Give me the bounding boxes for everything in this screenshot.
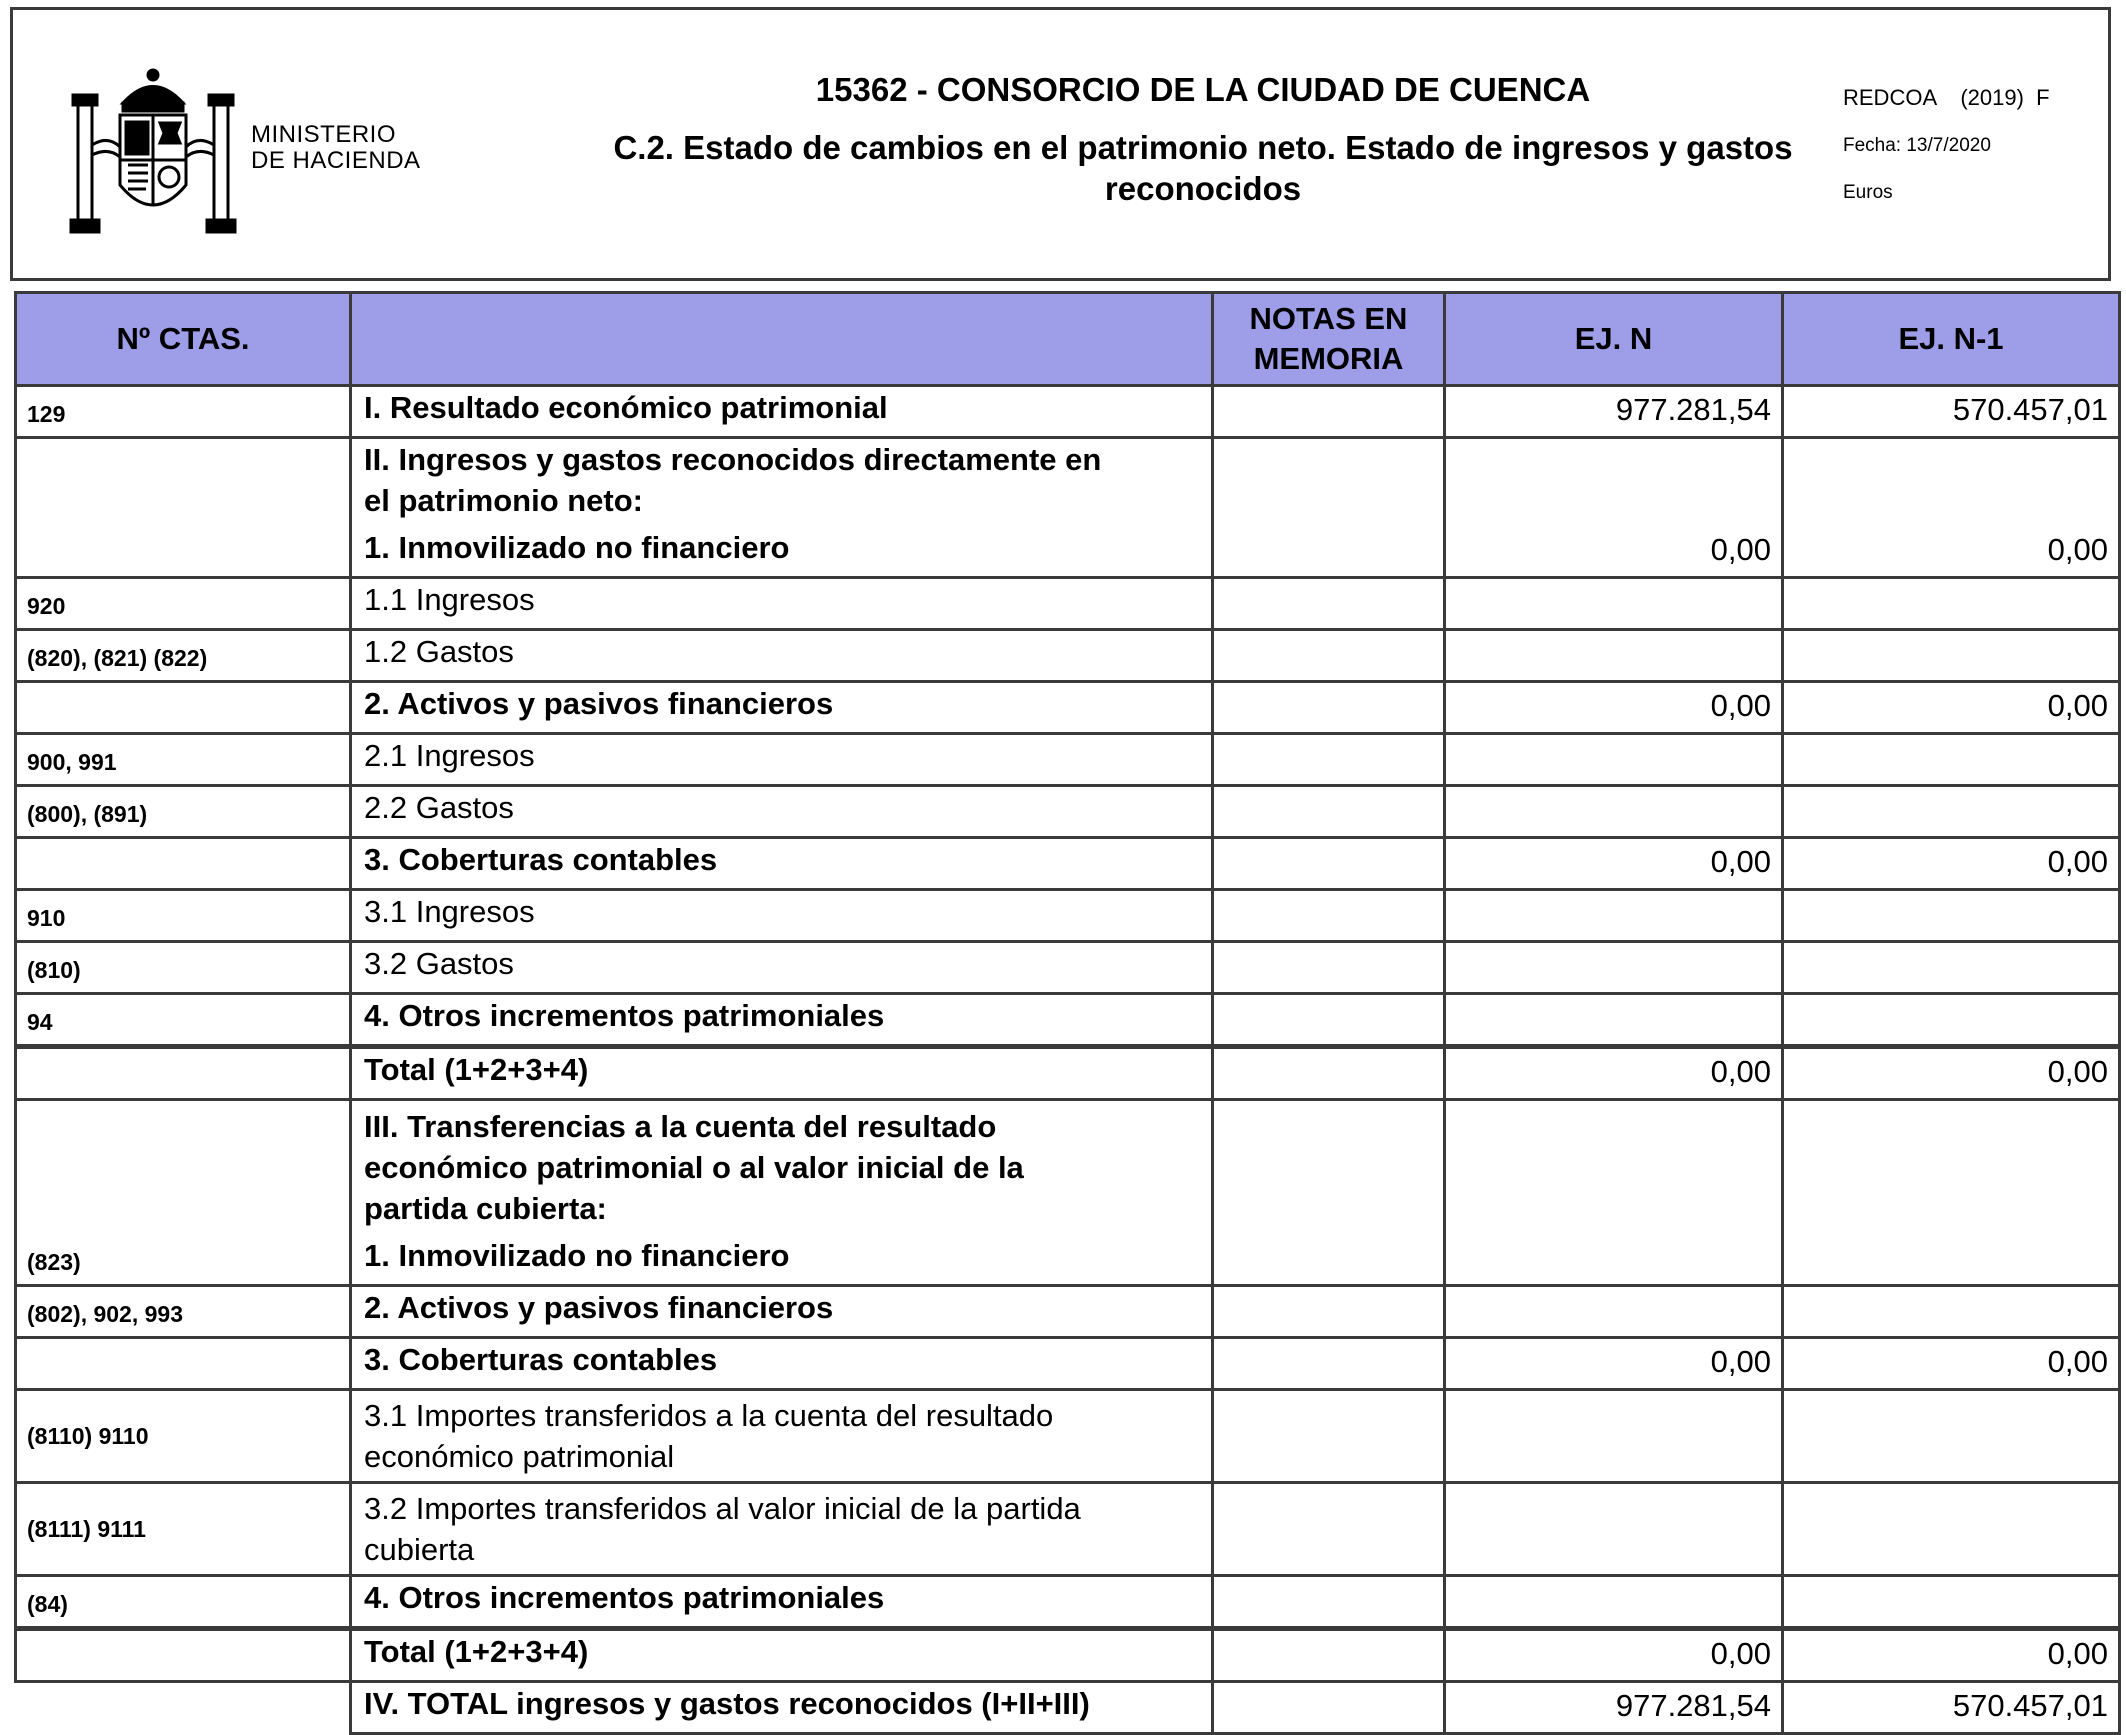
notes-cell [1213, 890, 1445, 942]
concept-line: 3.2 Importes transferidos al valor inicial de la partida [364, 1491, 1081, 1526]
account-cell [16, 1682, 351, 1734]
concept-cell: 3. Coberturas contables [351, 1338, 1213, 1390]
concept-cell: 2. Activos y pasivos financieros [351, 1286, 1213, 1338]
year-n-cell [1445, 1286, 1783, 1338]
account-cell [16, 1047, 351, 1100]
concept-cell: 4. Otros incrementos patrimoniales [351, 994, 1213, 1047]
notes-cell [1213, 734, 1445, 786]
year-n-cell: 0,00 [1445, 838, 1783, 890]
statement-title-line-2: reconocidos [1104, 170, 1302, 207]
account-cell: 94 [16, 994, 351, 1047]
concept-cell: 1.2 Gastos [351, 630, 1213, 682]
year-n1-cell [1783, 1286, 2120, 1338]
table-row [16, 1576, 2120, 1629]
year-n1-cell: 570.457,01 [1783, 386, 2120, 438]
year-n-cell [1445, 786, 1783, 838]
table-row-total [16, 1047, 2120, 1100]
header-year-n1: EJ. N-1 [1783, 293, 2120, 386]
notes-cell [1213, 682, 1445, 734]
year-n1-cell: 570.457,01 [1783, 1682, 2120, 1734]
table-row [16, 578, 2120, 630]
spanish-coat-of-arms-icon [68, 65, 238, 245]
year-n1-cell [1783, 1576, 2120, 1629]
year-n1-cell [1783, 890, 2120, 942]
year-n-cell: 977.281,54 [1445, 1682, 1783, 1734]
account-cell: (810) [16, 942, 351, 994]
year-n-cell [1445, 1576, 1783, 1629]
concept-line: el patrimonio neto: [364, 483, 643, 518]
year-n-cell [1445, 734, 1783, 786]
year-n-cell: 977.281,54 [1445, 386, 1783, 438]
concept-cell: Total (1+2+3+4) [351, 1629, 1213, 1682]
notes-cell [1213, 1100, 1445, 1286]
document-meta [1843, 85, 2050, 204]
account-cell: (8111) 9111 [16, 1483, 351, 1576]
concept-cell [351, 1390, 1213, 1483]
concept-cell [351, 1483, 1213, 1576]
year-n-cell: 0,00 [1445, 438, 1783, 578]
notes-cell [1213, 386, 1445, 438]
notes-cell [1213, 1576, 1445, 1629]
notes-cell [1213, 1629, 1445, 1682]
document-titles [553, 70, 1853, 209]
notes-cell [1213, 994, 1445, 1047]
account-cell: 900, 991 [16, 734, 351, 786]
table-row [16, 1338, 2120, 1390]
year-n1-cell: 0,00 [1783, 1629, 2120, 1682]
table-row [16, 1483, 2120, 1576]
account-cell [16, 682, 351, 734]
account-cell: 920 [16, 578, 351, 630]
year-n-cell: 0,00 [1445, 1047, 1783, 1100]
statement-table [14, 291, 2121, 1735]
table-row [16, 386, 2120, 438]
year-n1-cell: 0,00 [1783, 838, 2120, 890]
concept-line: II. Ingresos y gastos reconocidos directamente en [364, 442, 1102, 477]
table-row [16, 1100, 2120, 1286]
notes-cell [1213, 1047, 1445, 1100]
concept-cell [351, 438, 1213, 578]
year-n1-cell [1783, 994, 2120, 1047]
table-row [16, 682, 2120, 734]
account-cell: (84) [16, 1576, 351, 1629]
table-row [16, 1286, 2120, 1338]
concept-cell: IV. TOTAL ingresos y gastos reconocidos (I+II+III) [351, 1682, 1213, 1734]
concept-cell: Total (1+2+3+4) [351, 1047, 1213, 1100]
table-row [16, 994, 2120, 1047]
header-accounts: Nº CTAS. [16, 293, 351, 386]
table-row [16, 942, 2120, 994]
notes-cell [1213, 1682, 1445, 1734]
year-n-cell [1445, 630, 1783, 682]
report-date: Fecha: 13/7/2020 [1843, 135, 1991, 156]
account-cell: (8110) 9110 [16, 1390, 351, 1483]
ministry-line-1: MINISTERIO [251, 121, 397, 148]
year-n1-cell [1783, 1100, 2120, 1286]
concept-cell: 2.2 Gastos [351, 786, 1213, 838]
year-n1-cell [1783, 578, 2120, 630]
notes-cell [1213, 1338, 1445, 1390]
ministry-line-2: DE HACIENDA [251, 147, 421, 174]
year-n-cell [1445, 1390, 1783, 1483]
table-row [16, 890, 2120, 942]
concept-cell: 2.1 Ingresos [351, 734, 1213, 786]
year-n1-cell: 0,00 [1783, 1047, 2120, 1100]
concept-line: económico patrimonial o al valor inicial de la [364, 1150, 1024, 1185]
entity-title: 15362 - CONSORCIO DE LA CIUDAD DE CUENCA [815, 71, 1591, 108]
year-n1-cell [1783, 786, 2120, 838]
year-n-cell: 0,00 [1445, 1338, 1783, 1390]
table-row [16, 1390, 2120, 1483]
account-cell: (800), (891) [16, 786, 351, 838]
concept-cell [351, 1100, 1213, 1286]
year-n-cell [1445, 1483, 1783, 1576]
year-n1-cell [1783, 630, 2120, 682]
year-n-cell [1445, 942, 1783, 994]
notes-cell [1213, 1483, 1445, 1576]
ministry-name [251, 122, 421, 174]
currency-label: Euros [1843, 182, 1893, 203]
account-cell [16, 1338, 351, 1390]
notes-cell [1213, 1286, 1445, 1338]
header-concept [351, 293, 1213, 386]
notes-cell [1213, 630, 1445, 682]
year-n1-cell: 0,00 [1783, 682, 2120, 734]
account-cell: 129 [16, 386, 351, 438]
year-n-cell: 0,00 [1445, 1629, 1783, 1682]
account-cell: (802), 902, 993 [16, 1286, 351, 1338]
concept-cell: 2. Activos y pasivos financieros [351, 682, 1213, 734]
table-row-grand-total [16, 1682, 2120, 1734]
header-notes-line-1: NOTAS EN [1249, 301, 1408, 336]
account-cell [16, 838, 351, 890]
account-cell [16, 438, 351, 578]
account-cell: 910 [16, 890, 351, 942]
year-n-cell [1445, 890, 1783, 942]
year-n1-cell: 0,00 [1783, 1338, 2120, 1390]
notes-cell [1213, 1390, 1445, 1483]
statement-title-line-1: C.2. Estado de cambios en el patrimonio neto. Estado de ingresos y gastos [613, 129, 1793, 166]
concept-line: III. Transferencias a la cuenta del resultado [364, 1109, 997, 1144]
year-n1-cell: 0,00 [1783, 438, 2120, 578]
year-n1-cell [1783, 1390, 2120, 1483]
concept-cell: 3.2 Gastos [351, 942, 1213, 994]
table-row [16, 734, 2120, 786]
concept-line: cubierta [364, 1532, 475, 1567]
header-notes-line-2: MEMORIA [1253, 341, 1404, 376]
concept-cell: 3. Coberturas contables [351, 838, 1213, 890]
account-cell: (820), (821) (822) [16, 630, 351, 682]
year-n1-cell [1783, 1483, 2120, 1576]
concept-line: 1. Inmovilizado no financiero [364, 1238, 790, 1273]
concept-line: 3.1 Importes transferidos a la cuenta del resultado [364, 1398, 1054, 1433]
year-n-cell: 0,00 [1445, 682, 1783, 734]
notes-cell [1213, 942, 1445, 994]
table-row-total [16, 1629, 2120, 1682]
table-row [16, 438, 2120, 578]
concept-cell: 1.1 Ingresos [351, 578, 1213, 630]
notes-cell [1213, 838, 1445, 890]
account-cell [16, 1629, 351, 1682]
table-row [16, 786, 2120, 838]
document-header [10, 7, 2111, 281]
notes-cell [1213, 578, 1445, 630]
header-notes [1213, 293, 1445, 386]
year-n1-cell [1783, 942, 2120, 994]
notes-cell [1213, 786, 1445, 838]
header-year-n: EJ. N [1445, 293, 1783, 386]
concept-cell: I. Resultado económico patrimonial [351, 386, 1213, 438]
concept-cell: 3.1 Ingresos [351, 890, 1213, 942]
table-row [16, 630, 2120, 682]
table-header-row [16, 293, 2120, 386]
year-n-cell [1445, 994, 1783, 1047]
concept-line: 1. Inmovilizado no financiero [364, 530, 790, 565]
table-row [16, 838, 2120, 890]
notes-cell [1213, 438, 1445, 578]
concept-line: económico patrimonial [364, 1439, 675, 1474]
year-n-cell [1445, 578, 1783, 630]
year-n1-cell [1783, 734, 2120, 786]
statement-title [553, 127, 1853, 209]
concept-cell: 4. Otros incrementos patrimoniales [351, 1576, 1213, 1629]
year-n-cell [1445, 1100, 1783, 1286]
concept-line: partida cubierta: [364, 1191, 607, 1226]
report-code: REDCOA (2019) F [1843, 85, 2050, 110]
account-cell: (823) [16, 1100, 351, 1286]
